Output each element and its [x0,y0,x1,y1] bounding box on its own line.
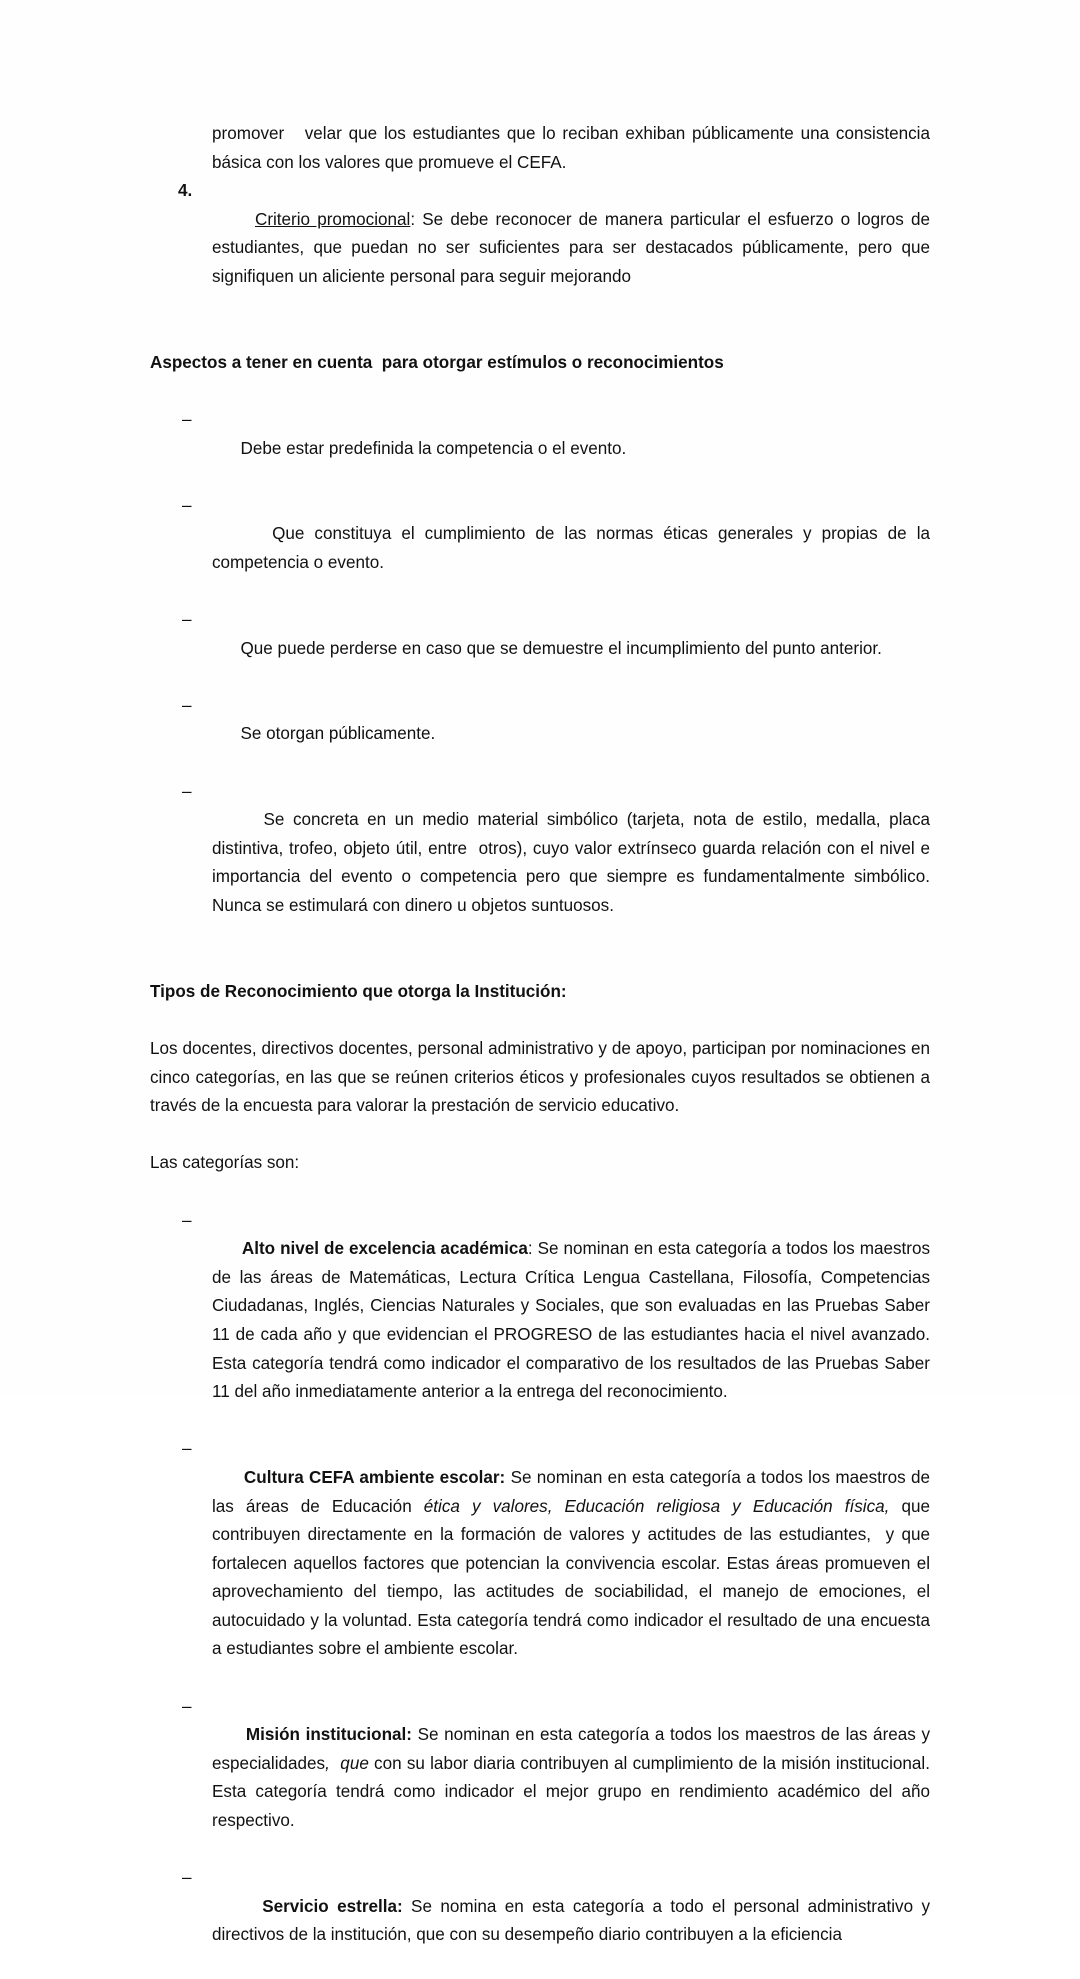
vertical-spacer [150,377,930,406]
page-content [150,120,940,1979]
paragraph-intro-tipos: Los docentes, directivos docentes, personal administrativo y de apoyo, participan por nominaciones en cinco categorías, en las que se reúnen criterios éticos y profesionales cuyos resultados se obtienen a través de la encuesta para valorar la prestación de servicio educativo. [150,1039,940,1116]
list-item [150,406,930,492]
category-item-alto-nivel [150,1207,935,1436]
category-label: Servicio estrella: [262,1896,403,1916]
category-label: Misión institucional: [245,1725,412,1745]
dash-bullet-icon: – [182,781,192,801]
category-label: Cultura CEFA ambiente escolar: [243,1467,506,1487]
dash-bullet-icon: – [182,1868,192,1888]
list-item [150,492,935,606]
dash-bullet-icon: – [182,495,192,515]
category-body-part2: con su labor diaria contribuyen al cumplimiento de la misión institucional. Esta categoría tendrá como indicador el mejor grupo en rendimiento académico del año respectivo. [212,1753,940,1831]
list-item [150,778,935,950]
list-item-text: Que puede perderse en caso que se demuestre el incumplimiento del punto anterior. [240,638,882,658]
list-item-text: Se otorgan públicamente. [240,724,436,744]
vertical-spacer [150,1178,930,1207]
list-item-text: Que constituya el cumplimiento de las normas éticas generales y propias de la competencia o evento. [212,524,935,572]
dash-bullet-icon: – [182,610,192,630]
numbered-item-body: : Se debe reconocer de manera particular el esfuerzo o logros de estudiantes, que puedan no ser suficientes para ser destacados públicamente, pero que signifiquen un aliciente personal para seguir mejorando [212,209,935,286]
numbered-list-item-4 [150,177,935,320]
category-item-servicio-estrella [150,1864,935,1978]
paragraph-continuation: promover velar que los estudiantes que lo reciban exhiban públicamente una consistencia básica con los valores que promueve el CEFA. [212,124,935,172]
paragraph-lead-in: Las categorías son: [150,1153,300,1173]
list-item-text: Debe estar predefinida la competencia o el evento. [240,438,627,458]
category-item-mision-institucional [150,1693,940,1865]
vertical-spacer [150,1006,930,1035]
category-italic-que: , que [325,1753,369,1773]
category-body: Se nomina en esta categoría a todo el personal administrativo y directivos de la institución, que con su desempeño diario contribuyen a la eficiencia [212,1896,935,1945]
category-label-suffix: : [527,1239,533,1259]
category-body-part1: Se nominan en esta categoría a todos los maestros de las áreas y especialidades [212,1725,935,1773]
list-number-marker: 4. [178,181,193,201]
vertical-spacer [150,1121,930,1150]
dash-bullet-icon: – [182,1696,192,1716]
category-item-cultura-cefa [150,1435,935,1692]
dash-bullet-icon: – [182,1439,192,1459]
dash-bullet-icon: – [182,695,192,715]
list-item-text: Se concreta en un medio material simbólico (tarjeta, nota de estilo, medalla, placa distintiva, trofeo, objeto útil, entre otros), cuyo valor extrínseco guarda relación con el nivel e importancia del evento o competencia pero que siempre es fundamentalmente simbólico. Nunca se estimulará con dinero u objetos suntuosos. [212,810,935,916]
numbered-item-label: Criterio promocional [254,209,411,229]
category-italic-areas: ética y valores, Educación religiosa y Educación física, [423,1496,890,1516]
list-item [150,692,930,778]
heading-tipos-reconocimiento: Tipos de Reconocimiento que otorga la Institución: [150,981,567,1001]
category-body-part1: Se nominan en esta categoría a todos los maestros de las áreas de Educación [212,1467,935,1516]
dash-bullet-icon: – [182,409,192,429]
vertical-spacer [150,320,930,349]
list-item [150,606,930,692]
category-body: Se nominan en esta categoría a todos los maestros de las áreas de Matemáticas, Lectura Crítica Lengua Castellana, Filosofía, Competencias Ciudadanas, Inglés, Ciencias Naturales y Sociales, que son evaluadas en las Pruebas Saber 11 de cada año y que evidencian el PROGRESO de las estudiantes hacia el nivel avanzado. Esta categoría tendrá como indicador el comparativo de los resultados de las Pruebas Saber 11 del año inmediatamente anterior a la entrega del reconocimiento. [212,1239,935,1402]
vertical-spacer [150,949,930,978]
dash-bullet-icon: – [182,1210,192,1230]
heading-aspectos: Aspectos a tener en cuenta para otorgar estímulos o reconocimientos [150,352,724,372]
category-label: Alto nivel de excelencia académica [241,1239,528,1259]
category-body-part2: que contribuyen directamente en la formación de valores y actitudes de las estudiantes, y que fortalecen aquellos factores que potencian la convivencia escolar. Estas áreas promueven el aprovechamiento del tiempo, las actitudes de sociabilidad, el manejo de emociones, el autocuidado y la voluntad. Esta categoría tendrá como indicador el resultado de una encuesta a estudiantes sobre el ambiente escolar. [212,1496,935,1659]
